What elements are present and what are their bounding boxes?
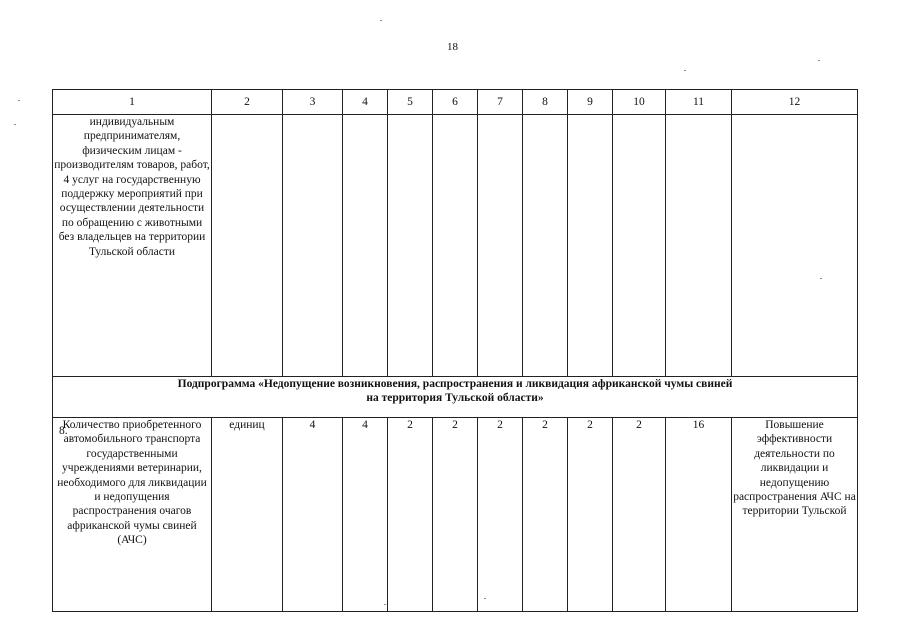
column-header: 8 [523,90,568,115]
continuation-row [53,115,858,377]
scan-speck [818,60,820,61]
scan-speck [820,278,822,279]
empty-cell [283,115,343,377]
value-cell: 4 [343,418,388,612]
empty-cell [343,115,388,377]
scan-speck [380,20,382,21]
value-cell: 4 [283,418,343,612]
empty-cell [523,115,568,377]
empty-cell [568,115,613,377]
subprogram-title-line2: на территория Тульской области» [366,392,544,405]
empty-cell [613,115,666,377]
empty-cell [212,115,283,377]
unit-cell: единиц [212,418,283,612]
column-header: 11 [666,90,732,115]
scan-speck [484,598,486,599]
subprogram-row [53,377,858,418]
column-header: 6 [433,90,478,115]
scan-speck [684,70,686,71]
scan-speck [18,100,20,101]
empty-cell [478,115,523,377]
value-cell: 16 [666,418,732,612]
column-header: 2 [212,90,283,115]
value-cell: 2 [433,418,478,612]
column-number-row [53,90,858,115]
indicators-table [52,89,858,612]
expected-result-note: Повышение эффективности деятельности по ликвидации и недопущению распространения АЧС на территории Тульской [732,418,858,612]
column-header: 5 [388,90,433,115]
column-header: 10 [613,90,666,115]
column-header: 9 [568,90,613,115]
column-header: 3 [283,90,343,115]
empty-cell [433,115,478,377]
column-header: 1 [53,90,212,115]
value-cell: 2 [613,418,666,612]
subprogram-title-line1: Подпрограмма «Недопущение возникновения, распространения и ликвидация африканской чумы свиней [177,378,733,390]
row-number: 8. [59,425,68,437]
scan-speck [384,604,386,605]
indicator-row-8 [53,418,858,612]
empty-cell [388,115,433,377]
value-cell: 2 [478,418,523,612]
empty-cell [666,115,732,377]
subprogram-title [53,377,858,418]
column-header: 7 [478,90,523,115]
column-header: 4 [343,90,388,115]
value-cell: 2 [388,418,433,612]
continuation-description: индивидуальным предпринимателям, физическим лицам - производителям товаров, работ, 4 услуг на государственную поддержку мероприятий при осуществлении деятельности по обращению с животными без владельцев на территории Тульской области [53,115,212,377]
value-cell: 2 [523,418,568,612]
empty-cell [732,115,858,377]
value-cell: 2 [568,418,613,612]
page-number: 18 [447,41,458,53]
scan-speck [14,124,16,125]
column-header: 12 [732,90,858,115]
indicator-description [53,418,212,612]
indicator-text: Количество приобретенного автомобильного транспорта государственными учреждениями ветеринарии, необходимого для ликвидации и недопущения распространения очагов африканской чумы свиней (АЧС) [57,419,207,547]
